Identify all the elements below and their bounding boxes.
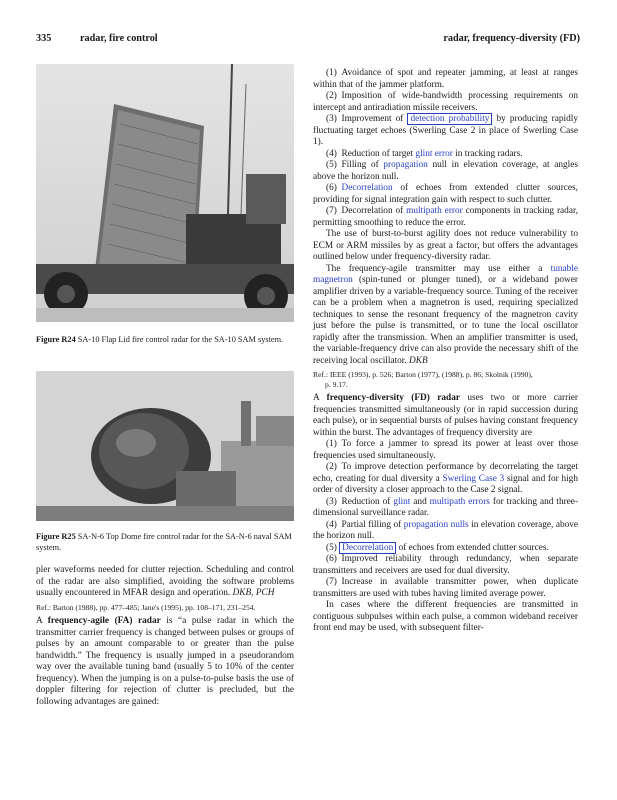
link-decorrelation-boxed[interactable]: Decorrelation: [339, 542, 396, 554]
list-item: (2) Imposition of wide-bandwidth processing requirements on intercept and antiradiation missile receivers.: [313, 91, 578, 113]
list-item: (4) Partial filling of propagation nulls in elevation coverage, above the horizon null.: [313, 519, 579, 541]
paragraph-frequency-diversity: A frequency-diversity (FD) radar uses two or more carrier frequencies transmitted simultaneously (or in rapid succession during each pulse), or in sequential bursts of pulses having constant frequency within the burst. The advantages of frequency diversity are: [313, 393, 578, 438]
author-initials: DKB: [409, 355, 428, 366]
link-decorrelation[interactable]: Decorrelation: [341, 183, 393, 193]
link-detection-probability[interactable]: detection probability: [407, 113, 492, 125]
left-running-title: radar, fire control: [80, 33, 158, 44]
term-frequency-agile-radar: frequency-agile (FA) radar: [47, 616, 161, 626]
page-header: [36, 33, 580, 47]
author-initials: DKB, PCH: [232, 588, 275, 598]
list-item: (5) Filling of propagation null in elevation coverage, at angles above the horizon null.: [313, 160, 578, 182]
link-multipath-error[interactable]: multipath error: [406, 206, 463, 216]
list-item: (3) Reduction of glint and multipath errors for tracking and three-dimensional surveillance radar.: [313, 496, 579, 518]
figure-r25-caption: [36, 532, 294, 553]
list-item: (4) Reduction of target glint error in tracking radars.: [326, 148, 523, 159]
link-glint[interactable]: glint: [393, 496, 411, 507]
figure-r24-caption-text: SA-10 Flap Lid fire control radar for the SA-10 SAM system.: [77, 335, 284, 344]
right-column-text: [313, 68, 578, 635]
paragraph: The frequency-agile transmitter may use either a tunable magnetron (spin-tuned or plunger tuned), or a wideband power amplifier driven by a variable-frequency source. Tuning of the receiver can be a problem when a magnetron is used, requiring specialized techniques to sense the resonant frequency of the magnetron cavity just before the pulse is transmitted, or to tune the local oscillator rapidly after the transmission. When an amplifier transmitter is used, the variable-frequency drive can also provide the necessary shift of the receiving local oscillator. DKB: [313, 263, 578, 366]
link-propagation-nulls[interactable]: propagation nulls: [403, 519, 469, 530]
figure-r25-label: Figure R25: [36, 532, 76, 541]
figure-r24-photo: [36, 64, 294, 322]
link-tunable-magnetron[interactable]: tunable magnetron: [313, 263, 578, 285]
left-column-text: [36, 565, 294, 708]
paragraph: In cases where the different frequencies are transmitted in contiguous subpulses within each pulse, a common wideband receiver front end may be used, with subsequent filter-: [313, 600, 578, 633]
figure-r24-caption: [36, 335, 294, 346]
list-item: (1) To force a jammer to spread its power at least over those frequencies used simultaneously.: [313, 439, 578, 461]
flap-lid-radar-image: [36, 64, 294, 322]
right-running-title: radar, frequency-diversity (FD): [443, 33, 580, 44]
paragraph: pler waveforms needed for clutter rejection. Scheduling and control of the radar are also simplified, avoiding the software problems usually encountered in MFAR design and operation. DKB, PCH: [36, 565, 294, 598]
link-multipath-errors[interactable]: multipath errors: [429, 496, 490, 507]
figure-r25-photo: [36, 371, 294, 521]
list-item: (6) Improved reliability through redundancy, when separate transmitters and receivers are used for dual diversity.: [313, 554, 578, 576]
link-swerling-case-3[interactable]: Swerling Case 3: [442, 473, 505, 484]
list-item: (6) Decorrelation of echoes from extended clutter sources, providing for signal integration gain with respect to such clutter.: [313, 183, 578, 205]
list-item: (1) Avoidance of spot and repeater jamming, at least at ranges within that of the jammer platform.: [313, 68, 578, 90]
paragraph: The use of burst-to-burst agility does not reduce vulnerability to ECM or ARM missiles by as great a factor, but offers the advantages outlined below under frequency-diversity radar.: [313, 229, 578, 262]
reference: Ref.: Barton (1988), pp. 477–485; Jane's (1995), pp. 108–171, 231–254.: [36, 602, 256, 612]
paragraph-frequency-agile: A frequency-agile (FA) radar is “a pulse radar in which the transmitter carrier frequency is changed between pulses or groups of pulses by an amount comparable to or greater than the pulse bandwidth.” The frequency is usually jumped in a pseudorandom way over the available tuning band (usually 5 to 10% of the center frequency). When the jumping is on a pulse-to-pulse basis the use of doppler filtering for rejection of clutter is precluded, but the following advantages are gained:: [36, 616, 295, 707]
top-dome-radar-image: [36, 371, 294, 521]
term-frequency-diversity-radar: frequency-diversity (FD) radar: [326, 393, 460, 403]
list-item: (7) Decorrelation of multipath error components in tracking radar, permitting smoothing to reduce the error.: [313, 206, 579, 228]
figure-r25-caption-text: SA-N-6 Top Dome fire control radar for the SA-N-6 naval SAM system.: [36, 532, 292, 552]
page-number: 335: [36, 33, 52, 44]
list-item: (5) Decorrelation of echoes from extended clutter sources.: [326, 542, 549, 553]
list-item: (2) To improve detection performance by decorrelating the target echo, creating for dual diversity a Swerling Case 3 signal and for high order of diversity a closer approach to the Case 2 signal.: [313, 462, 578, 495]
link-propagation[interactable]: propagation: [383, 160, 428, 170]
link-glint-error[interactable]: glint error: [415, 148, 453, 159]
list-item: (7) Increase in available transmitter power, when duplicate transmitters are used with tubes having limited average power.: [313, 577, 578, 599]
reference: Ref.: IEEE (1993), p. 526; Barton (1977), (1988), p. 86; Skolnik (1990), p. 9.17.: [313, 370, 533, 389]
list-item: (3) Improvement of detection probability by producing rapidly fluctuating target echoes (Swerling Case 2 in place of Swerling Case 1).: [313, 114, 578, 147]
figure-r24-label: Figure R24: [36, 335, 76, 344]
